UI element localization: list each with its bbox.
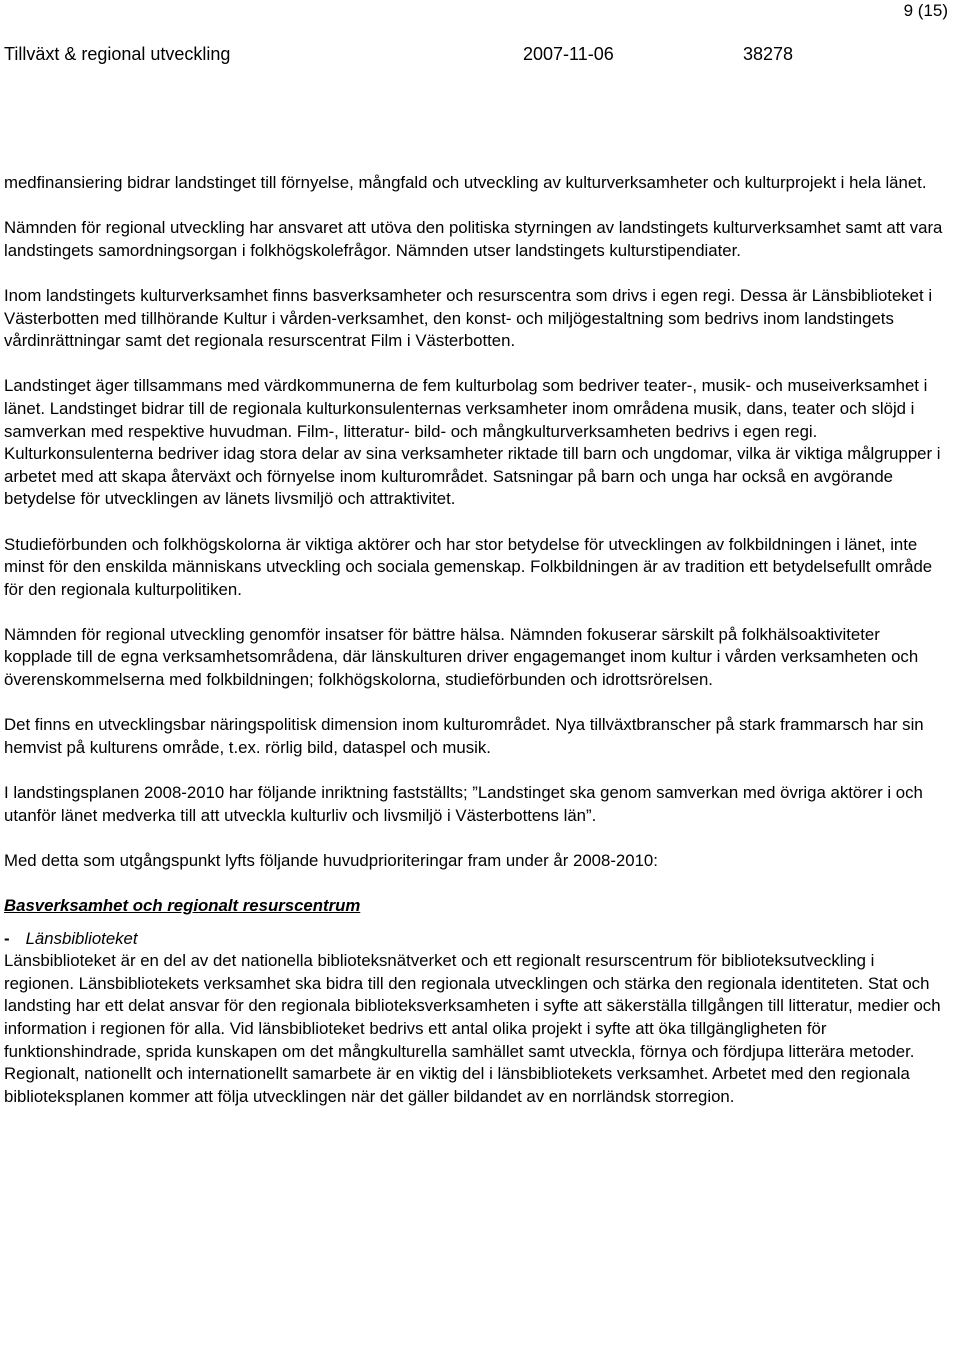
header-document-number: 38278 <box>743 44 794 64</box>
paragraph: Nämnden för regional utveckling genomför insatser för bättre hälsa. Nämnden fokuserar särskilt på folkhälsoaktiviteter kopplade till de egna verksamhetsområdena, där länskulturen driver engagemanget inom kultur i vården verksamheten och överenskommelserna med folkbildningen; folkhögskolorna, studieförbunden och idrottsrörelsen. <box>4 624 919 690</box>
section-body: Länsbiblioteket är en del av det nationella biblioteksnätverket och ett regionalt resurscentrum för biblioteksutveckling i regionen. Länsbibliotekets verksamhet ska bidra till den regionala utvecklingen och stärka den regionala identiteten. Stat och landsting har ett delat ansvar för den regionala biblioteksverksamheten i syfte att säkerställa tillgången till litteratur, medier och information i regionen för alla. Vid länsbiblioteket bedrivs ett antal olika projekt i syfte att öka tillgängligheten för funktionshindrade, sprida kunskapen om det mångkulturella samhället samt utveckla, förnya och fördjupa litterära metoder. Regionalt, nationellt och internationellt samarbete är en viktig del i länsbibliotekets verksamhet. Arbetet med den regionala biblioteksplanen kommer att följa utvecklingen när det gäller bildandet av en norrländsk storregion. <box>4 951 941 1106</box>
paragraph: Studieförbunden och folkhögskolorna är viktiga aktörer och har stor betydelse för utvecklingen av folkbildningen i länet, inte minst för den enskilda människans utveckling och sociala gemenskap. Folkbildningen är av tradition ett betydelsefullt område för den regionala kulturpolitiken. <box>4 534 933 599</box>
paragraph: I landstingsplanen 2008-2010 har följande inriktning fastställts; ”Landstinget ska genom samverkan med övriga aktörer i och utanför länet medverka till att utveckla kulturliv och livsmiljö i Västerbottens län”. <box>4 783 923 825</box>
paragraph: Landstinget äger tillsammans med värdkommunerna de fem kulturbolag som bedriver teater-, musik- och museiverksamhet i länet. Landstinget bidrar till de regionala kulturkonsulenternas verksamheter inom områdena musik, dans, teater och slöjd i samverkan med respektive huvudman. Film-, litteratur- bild- och mångkulturverksamheten bedrivs i egen regi. Kulturkonsulenterna bedriver idag stora delar av sina verksamheter riktade till barn och ungdomar, vilka är viktiga målgrupper i arbetet med att skapa återväxt och förnyelse inom kulturområdet. Satsningar på barn och unga har också en avgörande betydelse för utvecklingen av länets livsmiljö och attraktivitet. <box>4 376 941 509</box>
paragraph: Det finns en utvecklingsbar näringspolitisk dimension inom kulturområdet. Nya tillväxtbranscher på stark frammarsch har sin hemvist på kulturens område, t.ex. rörlig bild, dataspel och musik. <box>4 715 924 757</box>
paragraph: Med detta som utgångspunkt lyfts följande huvudprioriteringar fram under år 2008-2010: <box>4 850 658 870</box>
bullet-dash: - <box>4 928 10 948</box>
header-title: Tillväxt & regional utveckling <box>4 44 231 64</box>
paragraph: Inom landstingets kulturverksamhet finns basverksamheter och resurscentra som drivs i egen regi. Dessa är Länsbiblioteket i Västerbotten med tillhörande Kultur i vården-verksamhet, den konst- och miljögestaltning som bedrivs inom landstingets vårdinrättningar samt det regionala resurscentrat Film i Västerbotten. <box>4 285 933 351</box>
document-header <box>0 41 960 69</box>
document-body <box>4 172 944 1108</box>
paragraph: Nämnden för regional utveckling har ansvaret att utöva den politiska styrningen av landstingets kulturverksamhet samt att vara landstingets samordningsorgan i folkhögskolefrågor. Nämnden utser landstingets kulturstipendiater. <box>4 218 943 260</box>
sub-heading <box>4 928 944 951</box>
header-date: 2007-11-06 <box>523 44 614 64</box>
page-number: 9 (15) <box>903 1 948 20</box>
section-heading: Basverksamhet och regionalt resurscentrum <box>4 896 361 915</box>
sub-heading-label: Länsbiblioteket <box>25 928 138 948</box>
paragraph: medfinansiering bidrar landstinget till förnyelse, mångfald och utveckling av kulturverksamheter och kulturprojekt i hela länet. <box>4 173 927 192</box>
